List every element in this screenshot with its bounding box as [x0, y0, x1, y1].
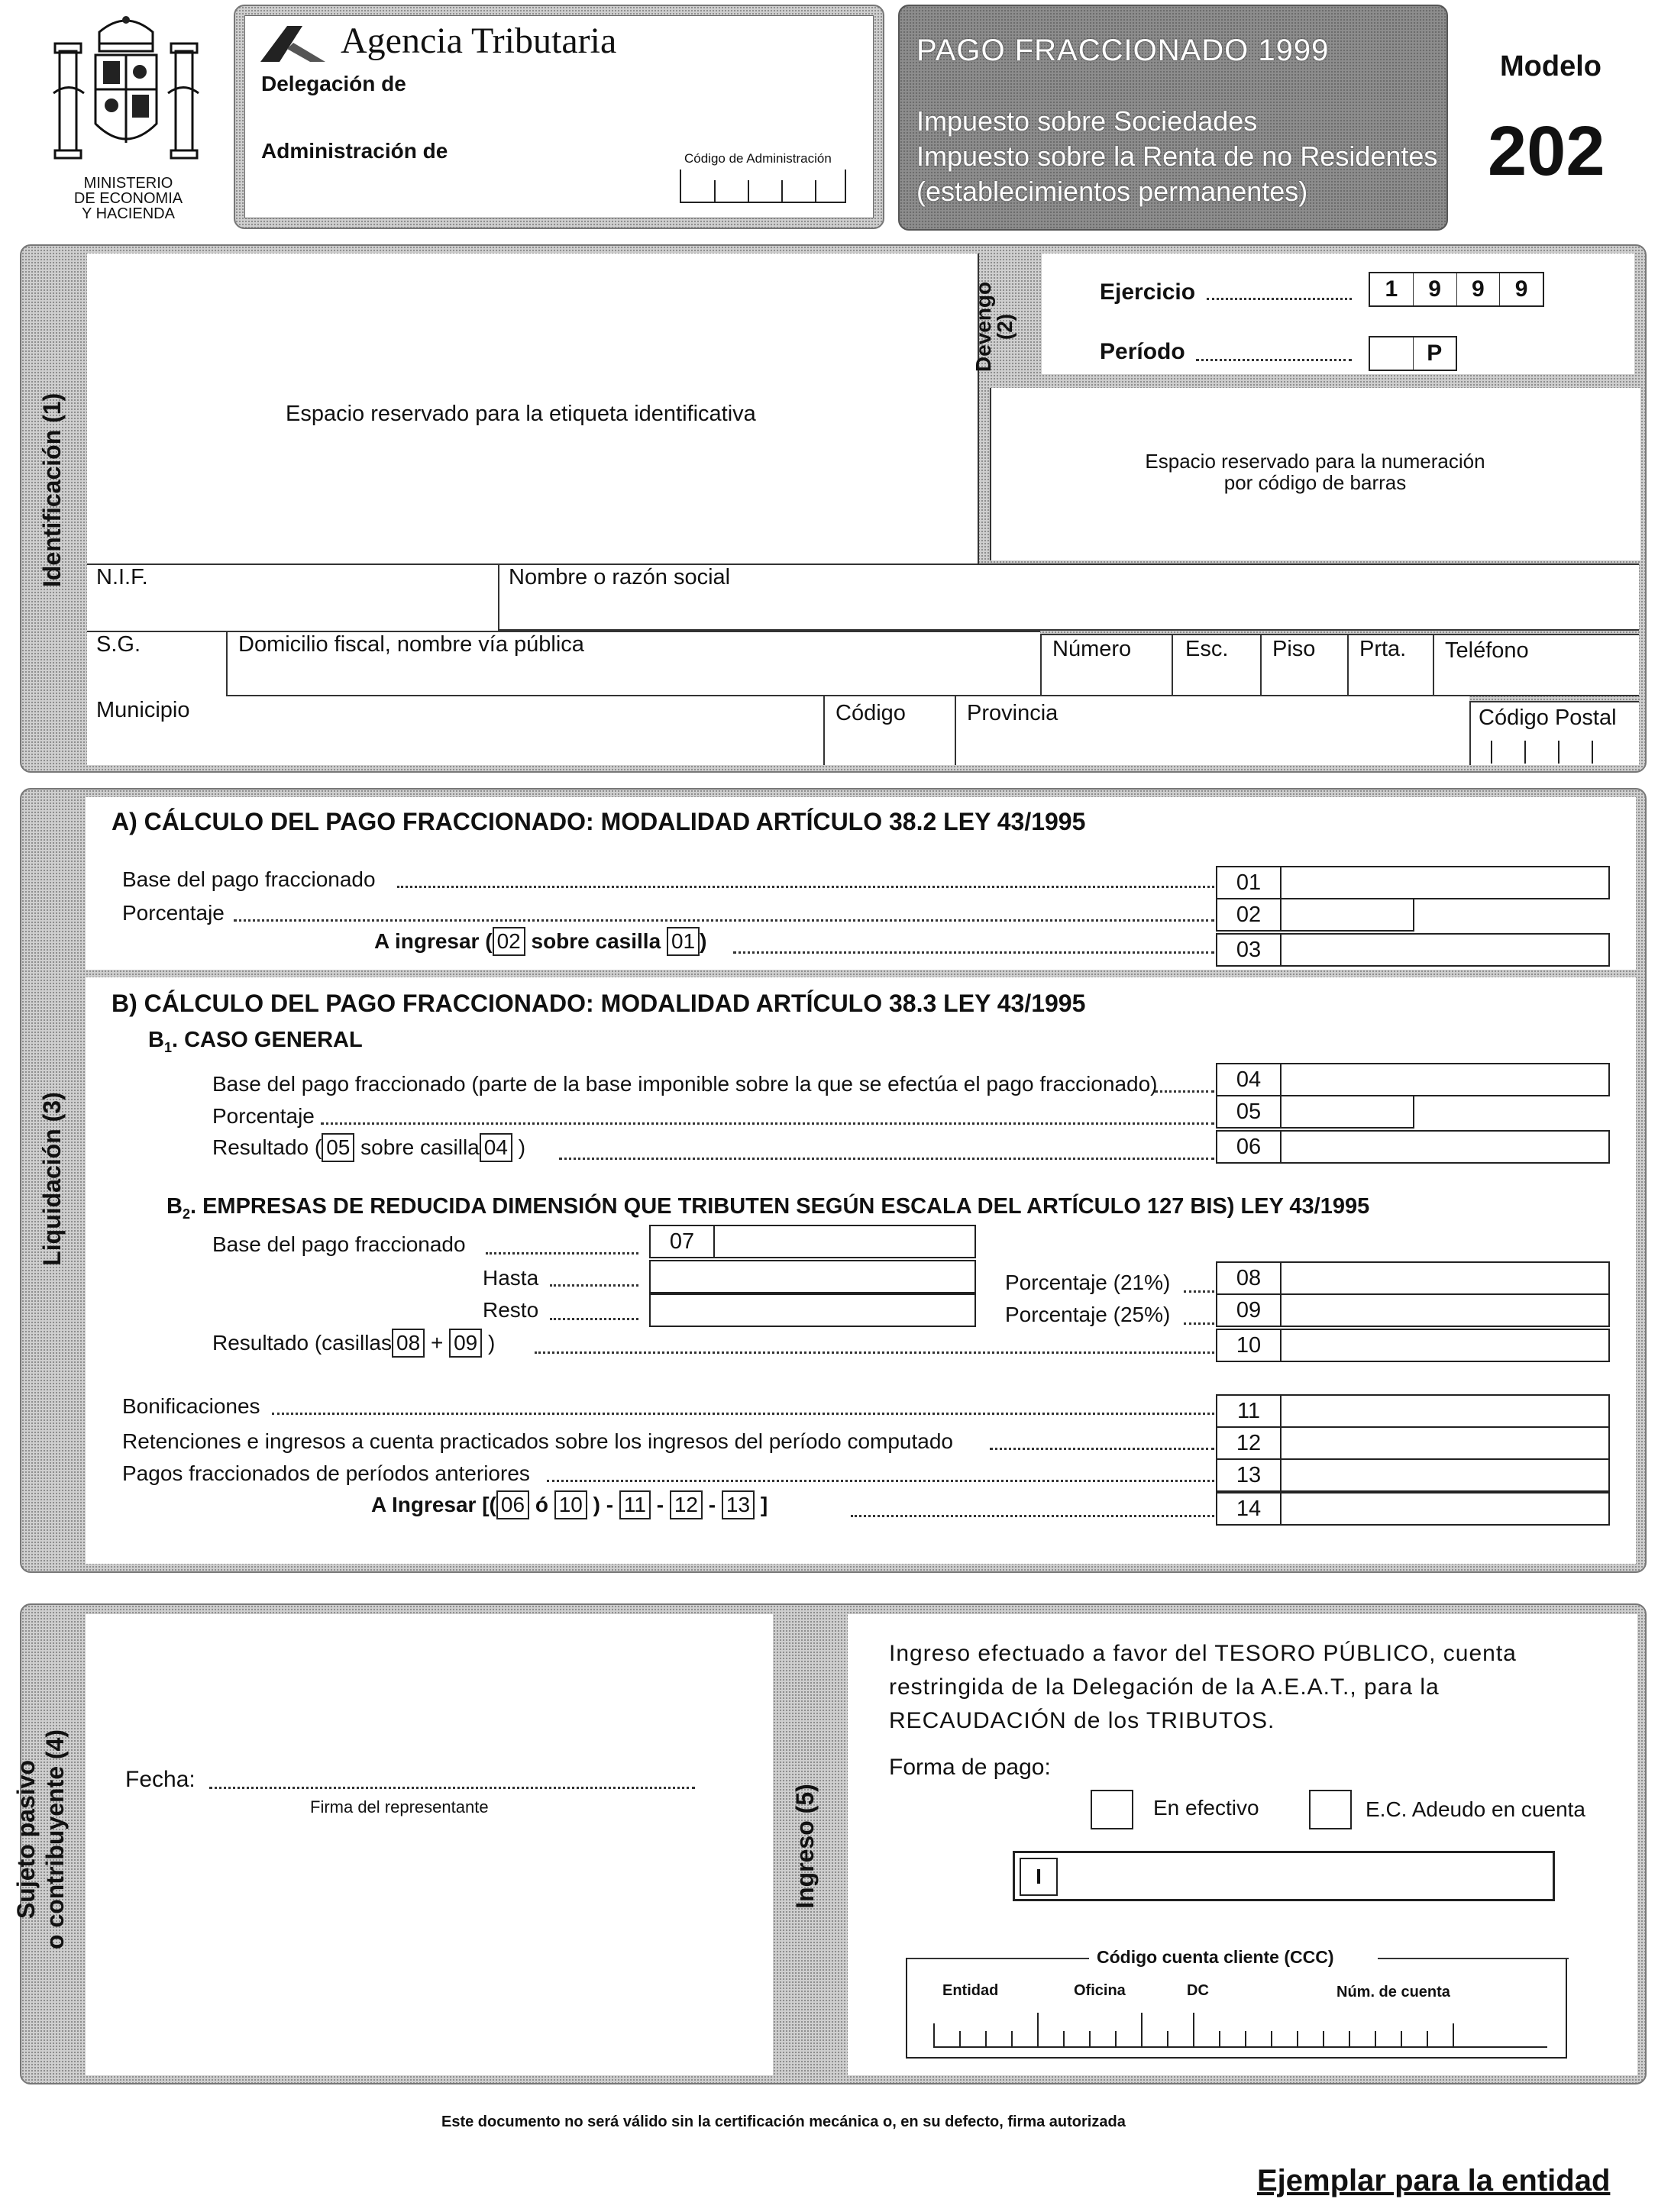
casilla-14-number: 14 — [1216, 1492, 1282, 1526]
casilla-13-number: 13 — [1216, 1458, 1282, 1492]
barcode-text — [990, 450, 1640, 493]
municipio-label: Municipio — [96, 698, 190, 722]
subtitle-line: Impuesto sobre Sociedades — [916, 105, 1258, 137]
codigo-admin-label: Código de Administración — [684, 151, 832, 166]
ministry-line: DE ECONOMIA — [73, 190, 183, 207]
ref-casilla-06: 06 — [496, 1490, 529, 1519]
ref-casilla-13: 13 — [722, 1490, 755, 1519]
ref-casilla-02: 02 — [493, 927, 525, 956]
administracion-label: Administración de — [261, 139, 448, 163]
periodo-leader — [1196, 359, 1352, 361]
barcode-line: por código de barras — [1223, 471, 1407, 494]
agency-logo-icon — [257, 20, 333, 66]
leader — [733, 951, 1214, 954]
fecha-label: Fecha: — [125, 1767, 196, 1792]
barcode-line: Espacio reservado para la numeración — [1145, 450, 1485, 473]
ministry-line: MINISTERIO — [83, 175, 173, 192]
casilla-12-input[interactable] — [1280, 1426, 1610, 1460]
leader — [1184, 1290, 1214, 1293]
ministry-line: Y HACIENDA — [82, 205, 175, 222]
ref-casilla-01: 01 — [667, 927, 700, 956]
ejercicio-digit: 9 — [1514, 276, 1528, 302]
spain-coat-of-arms — [46, 9, 206, 171]
b1-base-label: Base del pago fraccionado (parte de la base imponible sobre la que se efectúa el pago fraccionado) — [212, 1072, 1158, 1096]
a-porcentaje-label: Porcentaje — [122, 901, 225, 925]
ingreso-line: Ingreso efectuado a favor del TESORO PÚBLICO, cuenta — [889, 1641, 1517, 1666]
leader — [990, 1448, 1214, 1450]
ejercicio-digit: 9 — [1414, 273, 1457, 305]
sujeto-label-line: Sujeto pasivo — [12, 1759, 40, 1920]
ingreso-text — [889, 1637, 1601, 1738]
esc-label: Esc. — [1185, 637, 1229, 661]
b2-pct25-label: Porcentaje (25%) — [1005, 1303, 1171, 1326]
ejercicio-label: Ejercicio — [1100, 279, 1196, 305]
casilla-10-number: 10 — [1216, 1329, 1282, 1362]
ccc-oficina-label: Oficina — [1074, 1982, 1126, 1999]
casilla-06-number: 06 — [1216, 1130, 1282, 1164]
liquidacion-side-label: Liquidación (3) — [38, 1092, 66, 1266]
casilla-07-number: 07 — [649, 1225, 715, 1258]
i-code-input[interactable] — [1013, 1851, 1555, 1901]
subtitle-line: Impuesto sobre la Renta de no Residentes — [916, 140, 1438, 172]
subtitle-line: (establecimientos permanentes) — [916, 176, 1308, 207]
casilla-13-input[interactable] — [1280, 1458, 1610, 1492]
efectivo-checkbox[interactable] — [1091, 1790, 1133, 1829]
leader — [559, 1158, 1214, 1160]
etiqueta-text: Espacio reservado para la etiqueta identificativa — [286, 402, 756, 426]
domicilio-label: Domicilio fiscal, nombre vía pública — [238, 632, 584, 657]
leader — [234, 919, 1214, 922]
casilla-12-number: 12 — [1216, 1426, 1282, 1460]
ccc-digits-input[interactable] — [933, 2013, 1547, 2048]
casilla-08-input[interactable] — [1280, 1261, 1610, 1295]
b2-hasta-label: Hasta — [483, 1266, 539, 1290]
municipio-field[interactable] — [87, 696, 825, 765]
prta-label: Prta. — [1359, 637, 1407, 661]
ejercicio-leader — [1207, 298, 1352, 300]
casilla-07-input[interactable] — [713, 1225, 976, 1258]
modelo-number: 202 — [1488, 112, 1605, 190]
forma-pago-label: Forma de pago: — [889, 1755, 1051, 1780]
casilla-02-number: 02 — [1216, 898, 1282, 932]
section-a-title: A) CÁLCULO DEL PAGO FRACCIONADO: MODALIDAD ARTÍCULO 38.2 LEY 43/1995 — [112, 808, 1086, 835]
nombre-label: Nombre o razón social — [509, 565, 731, 589]
provincia-label: Provincia — [967, 701, 1059, 725]
b2-pct21-label: Porcentaje (21%) — [1005, 1271, 1171, 1294]
codigo-label: Código — [836, 701, 906, 725]
casilla-11-input[interactable] — [1280, 1394, 1610, 1428]
leader — [272, 1413, 1214, 1415]
casilla-03-input[interactable] — [1280, 933, 1610, 967]
numero-label: Número — [1052, 637, 1132, 661]
ref-casilla-12: 12 — [670, 1490, 703, 1519]
codigo-admin-input[interactable] — [680, 170, 846, 203]
a-base-label: Base del pago fraccionado — [122, 867, 376, 891]
agency-name: Agencia Tributaria — [341, 21, 617, 61]
ccc-title: Código cuenta cliente (CCC) — [1097, 1947, 1334, 1967]
ministry-name — [52, 176, 205, 221]
sujeto-label-line: o contribuyente (4) — [41, 1729, 69, 1950]
sujeto-side-label — [11, 1725, 80, 1954]
ingreso-line: RECAUDACIÓN de los TRIBUTOS. — [889, 1708, 1275, 1733]
casilla-14-input[interactable] — [1280, 1492, 1610, 1526]
efectivo-label: En efectivo — [1153, 1796, 1259, 1820]
ejercicio-digit: 1 — [1370, 273, 1414, 305]
ejercicio-digit: 9 — [1457, 273, 1501, 305]
ejemplar-label: Ejemplar para la entidad — [1257, 2164, 1611, 2197]
modelo-label: Modelo — [1500, 50, 1602, 82]
leader — [397, 886, 1214, 888]
leader — [486, 1252, 638, 1255]
ref-casilla-05: 05 — [322, 1133, 354, 1162]
casilla-08-number: 08 — [1216, 1261, 1282, 1295]
sujeto-area — [86, 1614, 773, 2075]
firma-label: Firma del representante — [310, 1797, 489, 1816]
b2-title: $B_2$. EMPRESAS DE REDUCIDA DIMENSIÓN QUE TRIBUTEN SEGÚN ESCALA DEL ARTÍCULO 127 BIS) LEY 43/1995 — [166, 1194, 1370, 1222]
ccc-cuenta-label: Núm. de cuenta — [1336, 1984, 1450, 2000]
leader — [851, 1515, 1214, 1517]
leader — [321, 1122, 1214, 1125]
casilla-09-number: 09 — [1216, 1293, 1282, 1327]
ccc-dc-label: DC — [1187, 1982, 1209, 1999]
casilla-05-input[interactable] — [1280, 1095, 1414, 1129]
b1-resultado-label: Resultado ( 05 sobre casilla 04 ) — [212, 1133, 525, 1162]
leader — [550, 1284, 638, 1287]
b2-base-label: Base del pago fraccionado — [212, 1232, 466, 1256]
identificacion-side-label: Identificación (1) — [38, 392, 66, 587]
casilla-01-input[interactable] — [1280, 866, 1610, 899]
leader — [535, 1351, 1214, 1354]
hasta-input[interactable] — [649, 1260, 976, 1293]
a-ingresar-final-label: A Ingresar [( 06 ó 10 ) - 11 - 12 - 13 ] — [371, 1490, 768, 1519]
pagos-anteriores-label: Pagos fraccionados de períodos anteriores — [122, 1461, 530, 1485]
resto-input[interactable] — [649, 1293, 976, 1327]
ref-casilla-09: 09 — [449, 1329, 482, 1358]
form-subtitle — [916, 104, 1437, 209]
ingreso-side-label: Ingreso (5) — [791, 1784, 819, 1909]
bonificaciones-label: Bonificaciones — [122, 1394, 260, 1418]
leader — [547, 1480, 1214, 1482]
b2-resto-label: Resto — [483, 1298, 539, 1322]
periodo-input[interactable] — [1369, 336, 1457, 371]
ref-casilla-04: 04 — [480, 1133, 512, 1162]
ccc-entidad-label: Entidad — [942, 1982, 999, 1999]
form-title: PAGO FRACCIONADO 1999 — [916, 34, 1330, 67]
casilla-01-number: 01 — [1216, 866, 1282, 899]
leader — [1155, 1090, 1214, 1093]
ingreso-line: restringida de la Delegación de la A.E.A.T., para la — [889, 1674, 1440, 1700]
leader — [1184, 1322, 1214, 1325]
telefono-label: Teléfono — [1445, 638, 1529, 663]
adeudo-checkbox[interactable] — [1309, 1790, 1352, 1829]
casilla-11-number: 11 — [1216, 1394, 1282, 1428]
ref-casilla-11: 11 — [619, 1490, 651, 1519]
b1-porcentaje-label: Porcentaje — [212, 1104, 315, 1128]
sg-label: S.G. — [96, 632, 141, 657]
fecha-input[interactable] — [209, 1787, 695, 1789]
nif-label: N.I.F. — [96, 565, 148, 589]
casilla-03-number: 03 — [1216, 933, 1282, 967]
casilla-06-input[interactable] — [1280, 1130, 1610, 1164]
b2-resultado-label: Resultado (casillas 08 + 09 ) — [212, 1329, 495, 1358]
devengo-label: Devengo (2) — [971, 281, 1016, 373]
codigo-postal-label: Código Postal — [1479, 706, 1617, 730]
casilla-02-input[interactable] — [1280, 898, 1414, 932]
delegacion-label: Delegación de — [261, 72, 406, 95]
periodo-value: P — [1427, 341, 1443, 366]
periodo-label: Período — [1100, 339, 1185, 364]
section-b-title: B) CÁLCULO DEL PAGO FRACCIONADO: MODALIDAD ARTÍCULO 38.3 LEY 43/1995 — [112, 990, 1086, 1017]
adeudo-label: E.C. Adeudo en cuenta — [1366, 1797, 1585, 1821]
casilla-09-input[interactable] — [1280, 1293, 1610, 1327]
piso-label: Piso — [1272, 637, 1316, 661]
a-ingresar-label: A ingresar ( 02 sobre casilla 01 ) — [374, 927, 706, 956]
casilla-04-number: 04 — [1216, 1063, 1282, 1096]
nif-field[interactable] — [87, 563, 499, 631]
casilla-05-number: 05 — [1216, 1095, 1282, 1129]
ejercicio-input[interactable] — [1369, 272, 1544, 307]
casilla-04-input[interactable] — [1280, 1063, 1610, 1096]
ref-casilla-10: 10 — [554, 1490, 587, 1519]
footer-note: Este documento no será válido sin la certificación mecánica o, en su defecto, firma autorizada — [441, 2114, 1126, 2130]
retenciones-label: Retenciones e ingresos a cuenta practicados sobre los ingresos del período computado — [122, 1429, 953, 1453]
i-code-prefix: I — [1020, 1858, 1058, 1896]
leader — [550, 1318, 638, 1320]
ref-casilla-08: 08 — [392, 1329, 425, 1358]
casilla-10-input[interactable] — [1280, 1329, 1610, 1362]
b1-title: $B_1$. CASO GENERAL — [148, 1028, 363, 1055]
